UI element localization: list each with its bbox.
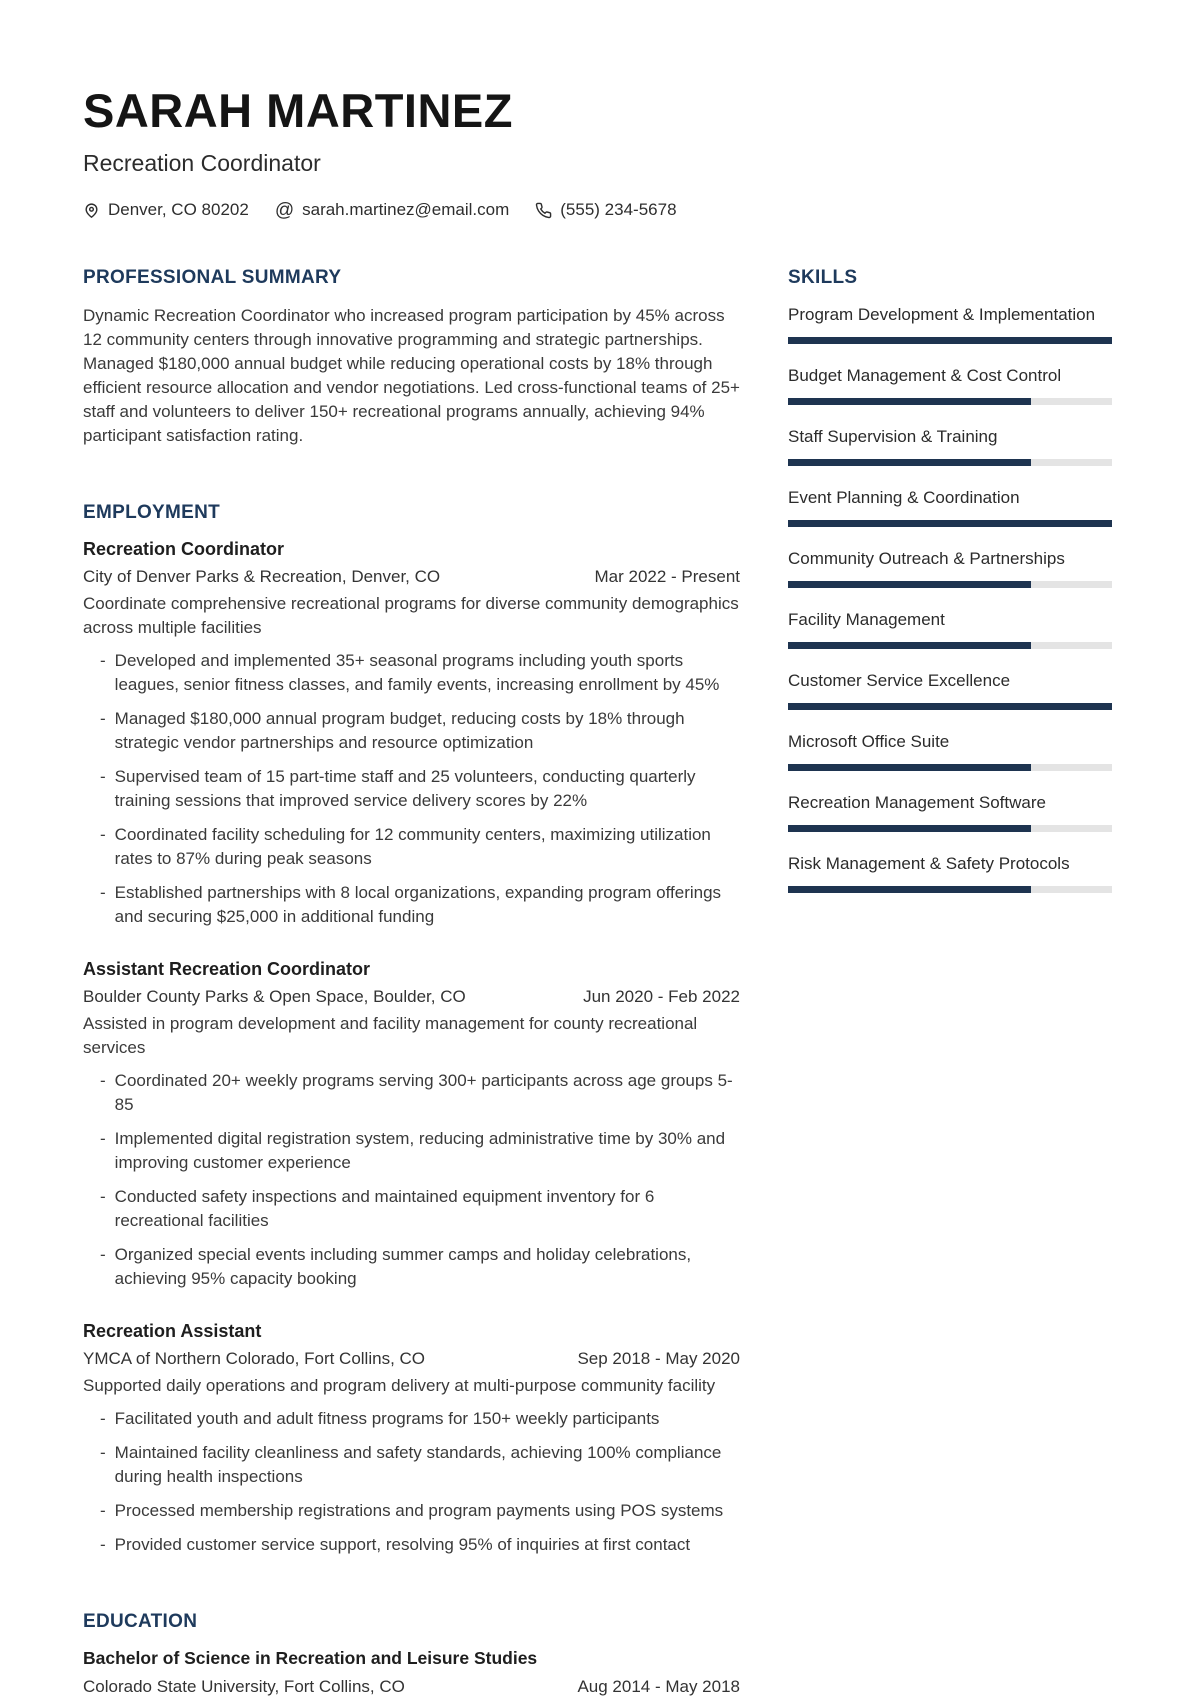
job-bullet <box>83 1441 740 1489</box>
section-professional-summary <box>83 267 740 448</box>
skill-label: Event Planning & Coordination <box>788 488 1020 508</box>
bullet-text: Developed and implemented 35+ seasonal programs including youth sports leagues, senior fitness classes, and family events, increasing enrollment by 45% <box>114 651 720 695</box>
bullet-dash: - <box>100 1443 106 1463</box>
job-bullet <box>83 765 740 813</box>
skill-item <box>788 548 1112 588</box>
skill-bar-track <box>788 886 1112 893</box>
job-description: Assisted in program development and facility management for county recreational services <box>83 1014 698 1058</box>
education-dates: Aug 2014 - May 2018 <box>577 1677 740 1697</box>
job-bullet <box>83 707 740 755</box>
bullet-text: Provided customer service support, resolving 95% of inquiries at first contact <box>114 1535 691 1555</box>
skill-bar-track <box>788 642 1112 649</box>
summary-heading: PROFESSIONAL SUMMARY <box>83 267 342 289</box>
skill-bar-track <box>788 703 1112 710</box>
skill-bar-track <box>788 764 1112 771</box>
job-description: Coordinate comprehensive recreational programs for diverse community demographics across multiple facilities <box>83 594 739 638</box>
skill-bar-track <box>788 398 1112 405</box>
location-pin-icon <box>83 202 100 219</box>
skill-bar-track <box>788 825 1112 832</box>
job-head-row <box>83 985 740 1009</box>
job-title: Recreation Coordinator <box>83 539 285 560</box>
main-column <box>83 267 740 1697</box>
bullet-dash: - <box>100 1409 106 1429</box>
skill-bar-fill <box>788 581 1031 588</box>
skill-label: Budget Management & Cost Control <box>788 366 1062 386</box>
skill-bar-fill <box>788 459 1031 466</box>
skill-item <box>788 487 1112 527</box>
skill-bar-fill <box>788 764 1031 771</box>
job-bullets <box>83 1407 740 1557</box>
phone-icon <box>535 202 552 219</box>
skill-bar-fill <box>788 337 1112 344</box>
resume-header <box>83 86 1112 220</box>
bullet-text: Implemented digital registration system, reducing administrative time by 30% and improving customer experience <box>114 1129 726 1173</box>
bullet-text: Maintained facility cleanliness and safety standards, achieving 100% compliance during health inspections <box>114 1443 722 1487</box>
skill-bar-fill <box>788 398 1031 405</box>
job-bullet <box>83 823 740 871</box>
skill-label: Program Development & Implementation <box>788 305 1096 325</box>
job-bullet <box>83 1243 740 1291</box>
bullet-text: Managed $180,000 annual program budget, reducing costs by 18% through strategic vendor partnerships and resource optimization <box>114 709 685 753</box>
bullet-dash: - <box>100 883 106 903</box>
candidate-title: Recreation Coordinator <box>83 150 321 177</box>
contact-location-text: Denver, CO 80202 <box>108 200 249 220</box>
section-education <box>83 1611 740 1697</box>
job-description: Supported daily operations and program delivery at multi-purpose community facility <box>83 1376 716 1396</box>
job-bullet <box>83 1127 740 1175</box>
bullet-text: Organized special events including summer camps and holiday celebrations, achieving 95% capacity booking <box>114 1245 692 1289</box>
job-bullet <box>83 649 740 697</box>
skill-bar-fill <box>788 886 1031 893</box>
skill-item <box>788 792 1112 832</box>
job-entry <box>83 539 740 929</box>
job-bullet <box>83 881 740 929</box>
skill-bar-track <box>788 581 1112 588</box>
bullet-text: Conducted safety inspections and maintained equipment inventory for 6 recreational facilities <box>114 1187 655 1231</box>
contact-email <box>275 200 509 220</box>
contact-location <box>83 200 249 220</box>
bullet-text: Processed membership registrations and program payments using POS systems <box>114 1501 724 1521</box>
job-bullets <box>83 1069 740 1291</box>
job-company: Boulder County Parks & Open Space, Boulder, CO <box>83 987 466 1007</box>
skill-item <box>788 365 1112 405</box>
job-bullet <box>83 1499 740 1523</box>
bullet-dash: - <box>100 1535 106 1555</box>
job-entry <box>83 959 740 1291</box>
job-bullet <box>83 1533 740 1557</box>
job-bullet <box>83 1407 740 1431</box>
job-bullet <box>83 1069 740 1117</box>
job-entry <box>83 1321 740 1557</box>
skills-column <box>788 267 1112 1697</box>
education-heading: EDUCATION <box>83 1611 198 1633</box>
bullet-dash: - <box>100 1187 106 1207</box>
bullet-text: Established partnerships with 8 local organizations, expanding program offerings and securing $25,000 in additional funding <box>114 883 722 927</box>
candidate-name: SARAH MARTINEZ <box>83 84 513 137</box>
job-head-row <box>83 565 740 589</box>
skills-heading: SKILLS <box>788 267 858 289</box>
contact-phone-text: (555) 234-5678 <box>560 200 677 220</box>
bullet-dash: - <box>100 1129 106 1149</box>
job-company: City of Denver Parks & Recreation, Denver, CO <box>83 567 441 587</box>
section-employment <box>83 502 740 1557</box>
skill-bar-track <box>788 520 1112 527</box>
bullet-text: Coordinated 20+ weekly programs serving 300+ participants across age groups 5-85 <box>114 1071 733 1115</box>
education-degree: Bachelor of Science in Recreation and Leisure Studies <box>83 1648 538 1669</box>
skill-item <box>788 609 1112 649</box>
skill-item <box>788 731 1112 771</box>
job-dates: Jun 2020 - Feb 2022 <box>583 987 740 1007</box>
job-dates: Sep 2018 - May 2020 <box>577 1349 740 1369</box>
skill-label: Microsoft Office Suite <box>788 732 950 752</box>
bullet-dash: - <box>100 1071 106 1091</box>
job-company: YMCA of Northern Colorado, Fort Collins, CO <box>83 1349 426 1369</box>
job-title: Recreation Assistant <box>83 1321 262 1342</box>
skill-bar-fill <box>788 642 1031 649</box>
skill-label: Staff Supervision & Training <box>788 427 998 447</box>
bullet-dash: - <box>100 767 106 787</box>
skill-item <box>788 853 1112 893</box>
contact-row <box>83 200 1112 220</box>
resume-body <box>83 267 1112 1697</box>
bullet-dash: - <box>100 1245 106 1265</box>
bullet-dash: - <box>100 1501 106 1521</box>
skill-label: Customer Service Excellence <box>788 671 1011 691</box>
bullet-dash: - <box>100 709 106 729</box>
bullet-text: Facilitated youth and adult fitness programs for 150+ weekly participants <box>114 1409 660 1429</box>
contact-phone <box>535 200 676 220</box>
employment-heading: EMPLOYMENT <box>83 502 221 524</box>
education-row <box>83 1675 740 1697</box>
skill-item <box>788 304 1112 344</box>
bullet-text: Coordinated facility scheduling for 12 community centers, maximizing utilization rates to 87% during peak seasons <box>114 825 711 869</box>
job-title: Assistant Recreation Coordinator <box>83 959 371 980</box>
bullet-dash: - <box>100 651 106 671</box>
bullet-text: Supervised team of 15 part-time staff and 25 volunteers, conducting quarterly training sessions that improved service delivery scores by 22% <box>114 767 696 811</box>
skill-bar-track <box>788 459 1112 466</box>
job-head-row <box>83 1347 740 1371</box>
at-sign-icon: @ <box>274 199 295 221</box>
skill-label: Risk Management & Safety Protocols <box>788 854 1070 874</box>
job-dates: Mar 2022 - Present <box>594 567 740 587</box>
skill-label: Facility Management <box>788 610 945 630</box>
skill-item <box>788 426 1112 466</box>
contact-email-text: sarah.martinez@email.com <box>302 200 510 220</box>
education-school: Colorado State University, Fort Collins, CO <box>83 1677 405 1697</box>
skill-item <box>788 670 1112 710</box>
summary-text: Dynamic Recreation Coordinator who increased program participation by 45% across 12 community centers through innovative programming and strategic partnerships. Managed $180,000 annual budget while reducing operational costs by 18% through efficient resource allocation and vendor negotiations. Led cross-functional teams of 25+ staff and volunteers to deliver 150+ recreational programs annually, achieving 94% participant satisfaction rating. <box>83 306 740 446</box>
skills-list <box>788 304 1112 893</box>
job-bullet <box>83 1185 740 1233</box>
jobs-list <box>83 539 740 1557</box>
skill-bar-fill <box>788 520 1112 527</box>
skill-bar-fill <box>788 825 1031 832</box>
skill-bar-fill <box>788 703 1112 710</box>
bullet-dash: - <box>100 825 106 845</box>
skill-label: Recreation Management Software <box>788 793 1046 813</box>
skill-label: Community Outreach & Partnerships <box>788 549 1065 569</box>
skill-bar-track <box>788 337 1112 344</box>
job-bullets <box>83 649 740 929</box>
